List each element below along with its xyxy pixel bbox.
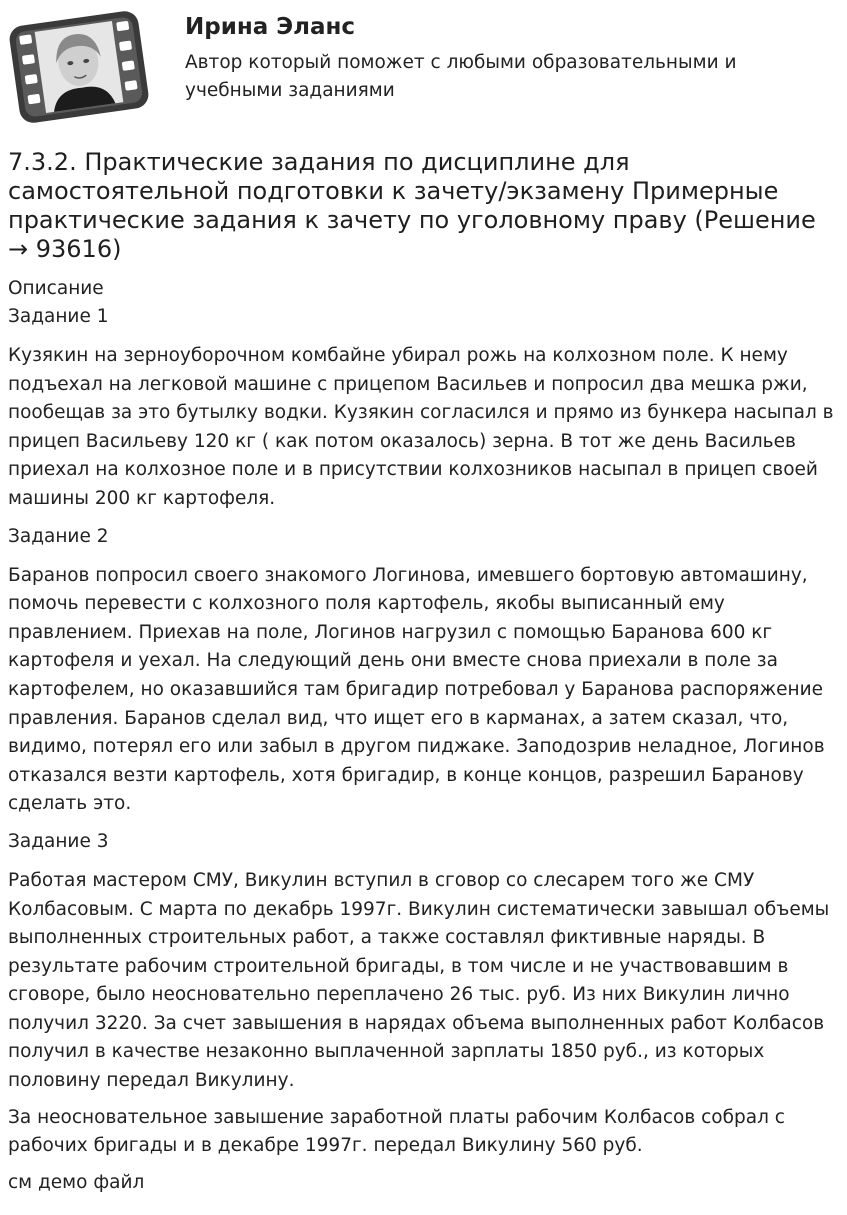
task3-text-1: Работая мастером СМУ, Викулин вступил в сговор со слесарем того же СМУ Колбасовым. С марта по декабрь 1997г. Викулин систематически завышал объемы выполненных строительных работ, а также составлял фиктивные наряды. В результате рабочим строительной бригады, в том числе и не участвовавшим в сговоре, было неосновательно переплачено 26 тыс. руб. Из них Викулин лично получил 3220. За счет завышения в нарядах объема выполненных работ Колбасов получил в качестве незаконно выплаченной зарплаты 1850 руб., из которых половину передал Викулину. <box>8 869 830 1092</box>
task3-label: Задание 3 <box>8 830 109 852</box>
author-name: Ирина Эланс <box>185 14 356 40</box>
author-description: Автор который поможет с любыми образовательными и учебными заданиями <box>185 52 737 101</box>
demo-file-note: см демо файл <box>8 1171 145 1193</box>
task1-label: Задание 1 <box>8 306 109 327</box>
description-label: Описание <box>8 278 104 299</box>
document-content <box>8 148 842 1197</box>
task2-label: Задание 2 <box>8 525 109 547</box>
task1-text: Кузякин на зерноуборочном комбайне убирал рожь на колхозном поле. К нему подъехал на легковой машине с прицепом Васильев и попросил два мешка ржи, пообещав за это бутылку водки. Кузякин согласился и прямо из бункера насыпал в прицеп Васильеву 120 кг ( как потом оказалось) зерна. В тот же день Васильев приехал на колхозное поле и в присутствии колхозников насыпал в прицеп своей машины 200 кг картофеля. <box>8 345 834 509</box>
author-avatar <box>8 8 150 126</box>
author-header <box>0 0 847 135</box>
task3-text-2: За неосновательное завышение заработной платы рабочим Колбасов собрал с рабочих бригады и в декабре 1997г. передал Викулину 560 руб. <box>8 1106 785 1157</box>
page-title: 7.3.2. Практические задания по дисциплине для самостоятельной подготовки к зачету/экзамену Примерные практические задания к зачету по уголовному праву (Решение → 93616) <box>8 148 816 263</box>
task2-text: Баранов попросил своего знакомого Логинова, имевшего бортовую автомашину, помочь перевести с колхозного поля картофель, якобы выписанный ему правлением. Приехав на поле, Логинов нагрузил с помощью Баранова 600 кг картофеля и уехал. На следующий день они вместе снова приехали в поле за картофелем, но оказавшийся там бригадир потребовал у Баранова распоряжение правления. Баранов сделал вид, что ищет его в карманах, а затем сказал, что, видимо, потерял его или забыл в другом пиджаке. Заподозрив неладное, Логинов отказался везти картофель, хотя бригадир, в конце концов, разрешил Баранову сделать это. <box>8 564 825 815</box>
